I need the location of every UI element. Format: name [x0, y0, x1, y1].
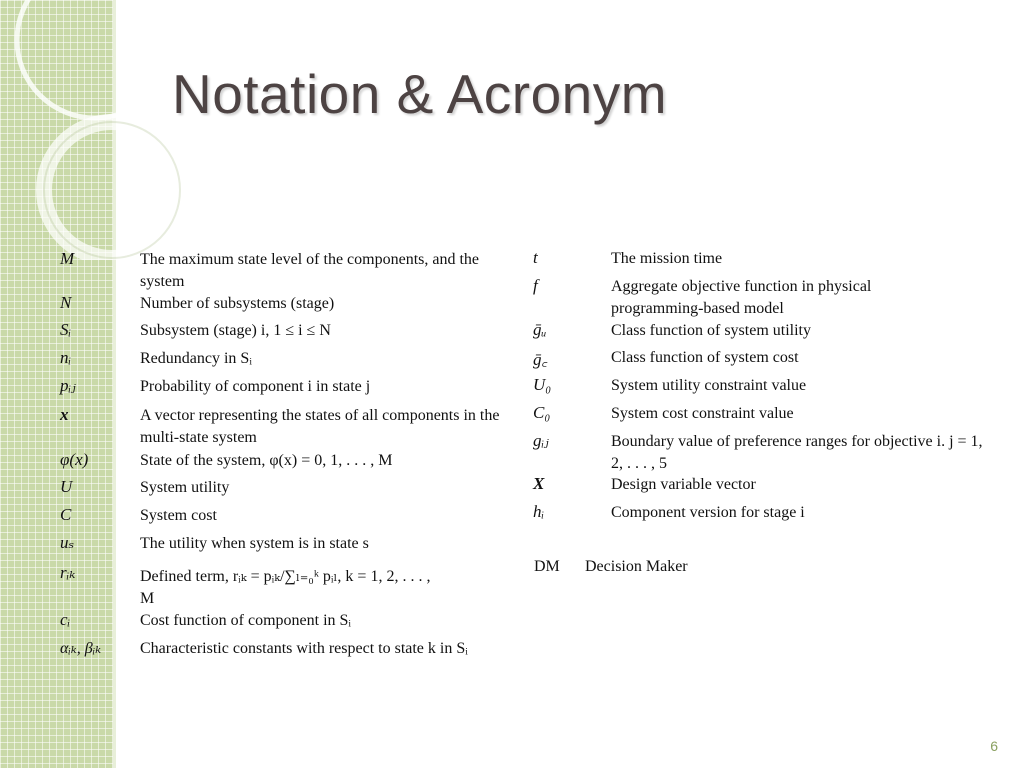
symbol-cell: uₛ — [60, 533, 75, 552]
symbol-cell: U₀ — [533, 375, 552, 394]
description-cell: System utility — [140, 479, 230, 496]
page-number: 6 — [990, 738, 998, 754]
symbol-cell: pᵢⱼ — [60, 376, 76, 395]
symbol-cell: gᵢⱼ — [533, 431, 549, 450]
description-cell: System cost — [140, 507, 217, 524]
symbol-cell: hᵢ — [533, 502, 545, 521]
symbol-cell: C — [60, 505, 72, 524]
description-cell: System utility constraint value — [611, 377, 807, 394]
description-cell: System cost constraint value — [611, 405, 794, 422]
symbol-cell: ḡ꜀ — [533, 350, 548, 369]
description-cell: Defined term, rᵢₖ = pᵢₖ/∑ₗ₌₀ᵏ pᵢₗ, k = 1, 2, . . . , M — [140, 568, 431, 607]
description-cell: Component version for stage i — [611, 504, 805, 521]
symbol-cell: f — [533, 276, 538, 295]
symbol-cell: ḡᵤ — [533, 320, 547, 339]
description-cell: Probability of component i in state j — [140, 378, 371, 395]
decorative-rings — [0, 0, 260, 260]
description-cell: Characteristic constants with respect to state k in Sᵢ — [140, 640, 468, 657]
symbol-cell: φ(x) — [60, 450, 89, 469]
description-cell: Redundancy in Sᵢ — [140, 350, 252, 367]
description-cell: Boundary value of preference ranges for objective i. j = 1, 2, . . . , 5 — [611, 433, 983, 472]
description-cell: Cost function of component in Sᵢ — [140, 612, 352, 629]
description-cell: Number of subsystems (stage) — [140, 295, 335, 312]
description-cell: Aggregate objective function in physical programming-based model — [611, 278, 872, 317]
description-cell: The maximum state level of the components, and the system — [140, 251, 480, 290]
acronym-abbr: DM — [534, 558, 560, 575]
symbol-cell: X — [533, 474, 545, 493]
symbol-cell: αᵢₖ, βᵢₖ — [60, 640, 102, 657]
symbol-cell: t — [533, 248, 538, 267]
symbol-cell: C₀ — [533, 403, 551, 422]
description-cell: Class function of system utility — [611, 322, 811, 339]
acronym-full: Decision Maker — [585, 558, 688, 575]
description-cell: The mission time — [611, 250, 723, 267]
symbol-cell: N — [60, 293, 72, 312]
slide-title: Notation & Acronym — [172, 63, 668, 125]
description-cell: A vector representing the states of all components in the multi-state system — [140, 407, 500, 446]
description-cell: Subsystem (stage) i, 1 ≤ i ≤ N — [140, 322, 331, 339]
symbol-cell: M — [60, 249, 75, 268]
description-cell: Class function of system cost — [611, 349, 799, 366]
symbol-cell: nᵢ — [60, 348, 72, 367]
description-cell: State of the system, φ(x) = 0, 1, . . . , M — [140, 452, 393, 469]
description-cell: Design variable vector — [611, 476, 756, 493]
symbol-cell: x — [60, 405, 69, 424]
symbol-cell: U — [60, 477, 73, 496]
symbol-cell: rᵢₖ — [60, 563, 76, 582]
symbol-cell: cᵢ — [60, 610, 71, 629]
symbol-cell: Sᵢ — [60, 320, 72, 339]
description-cell: The utility when system is in state s — [140, 535, 369, 552]
